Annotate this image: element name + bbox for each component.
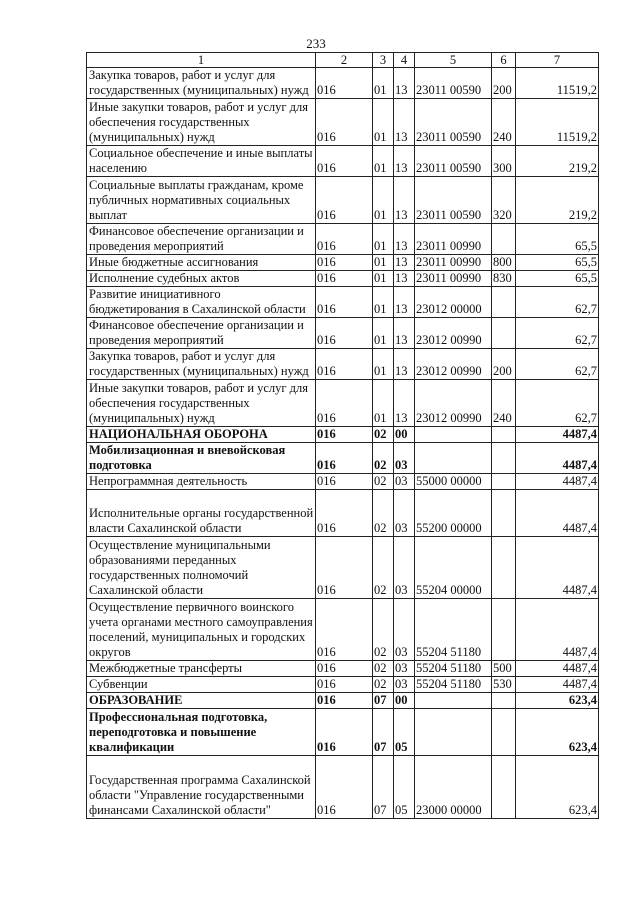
table-row xyxy=(87,474,599,490)
ministry-code: 016 xyxy=(316,709,373,756)
ministry-code: 016 xyxy=(316,537,373,599)
ministry-code: 016 xyxy=(316,443,373,474)
row-name: Субвенции xyxy=(87,677,316,693)
row-name: Осуществление муниципальными образованиями переданных государственных полномочий Сахалинской области xyxy=(87,537,316,599)
section-code: 02 xyxy=(373,474,394,490)
amount: 62,7 xyxy=(516,287,599,318)
amount: 62,7 xyxy=(516,380,599,427)
expense-type-code: 240 xyxy=(492,380,516,427)
table-row xyxy=(87,709,599,756)
section-code: 02 xyxy=(373,599,394,661)
amount: 4487,4 xyxy=(516,599,599,661)
target-article-code: 23011 00590 xyxy=(415,146,492,177)
expense-type-code xyxy=(492,709,516,756)
expense-type-code xyxy=(492,318,516,349)
column-header: 3 xyxy=(373,53,394,68)
budget-table xyxy=(86,52,599,819)
table-row xyxy=(87,693,599,709)
amount: 4487,4 xyxy=(516,427,599,443)
amount: 219,2 xyxy=(516,146,599,177)
row-name: Финансовое обеспечение организации и проведения мероприятий xyxy=(87,224,316,255)
ministry-code: 016 xyxy=(316,756,373,819)
ministry-code: 016 xyxy=(316,380,373,427)
ministry-code: 016 xyxy=(316,318,373,349)
column-header: 2 xyxy=(316,53,373,68)
section-code: 01 xyxy=(373,380,394,427)
subsection-code: 03 xyxy=(394,661,415,677)
amount: 4487,4 xyxy=(516,677,599,693)
ministry-code: 016 xyxy=(316,271,373,287)
row-name: Финансовое обеспечение организации и проведения мероприятий xyxy=(87,318,316,349)
table-row xyxy=(87,99,599,146)
table-body xyxy=(87,53,599,819)
ministry-code: 016 xyxy=(316,490,373,537)
ministry-code: 016 xyxy=(316,146,373,177)
expense-type-code xyxy=(492,443,516,474)
section-code: 01 xyxy=(373,318,394,349)
section-code: 01 xyxy=(373,224,394,255)
amount: 62,7 xyxy=(516,349,599,380)
table-row xyxy=(87,349,599,380)
table-row xyxy=(87,756,599,819)
expense-type-code: 200 xyxy=(492,349,516,380)
table-row xyxy=(87,443,599,474)
table-row xyxy=(87,318,599,349)
row-name: Мобилизационная и вневойсковая подготовка xyxy=(87,443,316,474)
row-name: Иные закупки товаров, работ и услуг для обеспечения государственных (муниципальных) нужд xyxy=(87,99,316,146)
amount: 623,4 xyxy=(516,709,599,756)
section-code: 02 xyxy=(373,537,394,599)
table-row xyxy=(87,661,599,677)
section-code: 07 xyxy=(373,709,394,756)
subsection-code: 00 xyxy=(394,693,415,709)
subsection-code: 03 xyxy=(394,443,415,474)
amount: 62,7 xyxy=(516,318,599,349)
table-row xyxy=(87,146,599,177)
subsection-code: 05 xyxy=(394,756,415,819)
amount: 65,5 xyxy=(516,255,599,271)
expense-type-code: 300 xyxy=(492,146,516,177)
row-name: Социальное обеспечение и иные выплаты населению xyxy=(87,146,316,177)
subsection-code: 03 xyxy=(394,677,415,693)
section-code: 01 xyxy=(373,255,394,271)
ministry-code: 016 xyxy=(316,224,373,255)
expense-type-code xyxy=(492,474,516,490)
amount: 4487,4 xyxy=(516,490,599,537)
target-article-code: 23000 00000 xyxy=(415,756,492,819)
subsection-code: 13 xyxy=(394,146,415,177)
ministry-code: 016 xyxy=(316,255,373,271)
column-header: 4 xyxy=(394,53,415,68)
section-code: 01 xyxy=(373,68,394,99)
section-code: 01 xyxy=(373,271,394,287)
table-row xyxy=(87,490,599,537)
subsection-code: 13 xyxy=(394,99,415,146)
target-article-code: 23011 00590 xyxy=(415,68,492,99)
amount: 65,5 xyxy=(516,271,599,287)
target-article-code xyxy=(415,709,492,756)
target-article-code: 23011 00590 xyxy=(415,99,492,146)
target-article-code: 55000 00000 xyxy=(415,474,492,490)
section-code: 02 xyxy=(373,677,394,693)
row-name: Развитие инициативного бюджетирования в Сахалинской области xyxy=(87,287,316,318)
section-code: 01 xyxy=(373,177,394,224)
subsection-code: 13 xyxy=(394,349,415,380)
column-header: 6 xyxy=(492,53,516,68)
subsection-code: 13 xyxy=(394,177,415,224)
amount: 219,2 xyxy=(516,177,599,224)
column-header: 1 xyxy=(87,53,316,68)
ministry-code: 016 xyxy=(316,68,373,99)
amount: 11519,2 xyxy=(516,68,599,99)
target-article-code: 23011 00990 xyxy=(415,224,492,255)
ministry-code: 016 xyxy=(316,661,373,677)
amount: 4487,4 xyxy=(516,474,599,490)
expense-type-code xyxy=(492,599,516,661)
subsection-code: 03 xyxy=(394,537,415,599)
column-header: 7 xyxy=(516,53,599,68)
table-row xyxy=(87,287,599,318)
subsection-code: 03 xyxy=(394,474,415,490)
section-code: 01 xyxy=(373,146,394,177)
target-article-code: 23011 00990 xyxy=(415,255,492,271)
row-name: НАЦИОНАЛЬНАЯ ОБОРОНА xyxy=(87,427,316,443)
expense-type-code xyxy=(492,693,516,709)
expense-type-code: 240 xyxy=(492,99,516,146)
column-header: 5 xyxy=(415,53,492,68)
row-name: ОБРАЗОВАНИЕ xyxy=(87,693,316,709)
ministry-code: 016 xyxy=(316,177,373,224)
row-name: Непрограммная деятельность xyxy=(87,474,316,490)
section-code: 02 xyxy=(373,661,394,677)
amount: 623,4 xyxy=(516,756,599,819)
ministry-code: 016 xyxy=(316,599,373,661)
ministry-code: 016 xyxy=(316,693,373,709)
section-code: 07 xyxy=(373,756,394,819)
section-code: 02 xyxy=(373,490,394,537)
target-article-code xyxy=(415,443,492,474)
expense-type-code: 200 xyxy=(492,68,516,99)
target-article-code xyxy=(415,427,492,443)
expense-type-code xyxy=(492,756,516,819)
row-name: Иные бюджетные ассигнования xyxy=(87,255,316,271)
target-article-code: 55204 00000 xyxy=(415,537,492,599)
section-code: 01 xyxy=(373,349,394,380)
row-name: Иные закупки товаров, работ и услуг для обеспечения государственных (муниципальных) нужд xyxy=(87,380,316,427)
section-code: 02 xyxy=(373,443,394,474)
row-name: Межбюджетные трансферты xyxy=(87,661,316,677)
ministry-code: 016 xyxy=(316,474,373,490)
row-name: Осуществление первичного воинского учета органами местного самоуправления поселений, муниципальных и городских округов xyxy=(87,599,316,661)
expense-type-code: 530 xyxy=(492,677,516,693)
page-number: 233 xyxy=(306,36,326,51)
subsection-code: 05 xyxy=(394,709,415,756)
expense-type-code xyxy=(492,537,516,599)
target-article-code xyxy=(415,693,492,709)
table-row xyxy=(87,177,599,224)
target-article-code: 55204 51180 xyxy=(415,661,492,677)
expense-type-code: 830 xyxy=(492,271,516,287)
row-name: Исполнение судебных актов xyxy=(87,271,316,287)
subsection-code: 13 xyxy=(394,255,415,271)
subsection-code: 13 xyxy=(394,318,415,349)
ministry-code: 016 xyxy=(316,427,373,443)
amount: 4487,4 xyxy=(516,443,599,474)
table-row xyxy=(87,380,599,427)
subsection-code: 03 xyxy=(394,599,415,661)
expense-type-code xyxy=(492,287,516,318)
expense-type-code: 500 xyxy=(492,661,516,677)
expense-type-code: 800 xyxy=(492,255,516,271)
subsection-code: 13 xyxy=(394,68,415,99)
table-row xyxy=(87,427,599,443)
amount: 65,5 xyxy=(516,224,599,255)
subsection-code: 13 xyxy=(394,271,415,287)
ministry-code: 016 xyxy=(316,677,373,693)
subsection-code: 13 xyxy=(394,380,415,427)
target-article-code: 23012 00000 xyxy=(415,287,492,318)
expense-type-code xyxy=(492,224,516,255)
target-article-code: 23011 00990 xyxy=(415,271,492,287)
expense-type-code xyxy=(492,490,516,537)
table-row xyxy=(87,677,599,693)
row-name: Закупка товаров, работ и услуг для государственных (муниципальных) нужд xyxy=(87,68,316,99)
ministry-code: 016 xyxy=(316,349,373,380)
table-row xyxy=(87,271,599,287)
table-row xyxy=(87,255,599,271)
header-row xyxy=(87,53,599,68)
section-code: 01 xyxy=(373,99,394,146)
row-name: Исполнительные органы государственной власти Сахалинской области xyxy=(87,490,316,537)
subsection-code: 03 xyxy=(394,490,415,537)
target-article-code: 55204 51180 xyxy=(415,677,492,693)
section-code: 02 xyxy=(373,427,394,443)
subsection-code: 13 xyxy=(394,287,415,318)
row-name: Государственная программа Сахалинской области "Управление государственными финансами Сахалинской области" xyxy=(87,756,316,819)
amount: 11519,2 xyxy=(516,99,599,146)
row-name: Закупка товаров, работ и услуг для государственных (муниципальных) нужд xyxy=(87,349,316,380)
row-name: Социальные выплаты гражданам, кроме публичных нормативных социальных выплат xyxy=(87,177,316,224)
section-code: 07 xyxy=(373,693,394,709)
target-article-code: 23012 00990 xyxy=(415,380,492,427)
subsection-code: 00 xyxy=(394,427,415,443)
target-article-code: 55204 51180 xyxy=(415,599,492,661)
row-name: Профессиональная подготовка, переподготовка и повышение квалификации xyxy=(87,709,316,756)
table-row xyxy=(87,537,599,599)
target-article-code: 23012 00990 xyxy=(415,349,492,380)
ministry-code: 016 xyxy=(316,287,373,318)
section-code: 01 xyxy=(373,287,394,318)
subsection-code: 13 xyxy=(394,224,415,255)
target-article-code: 55200 00000 xyxy=(415,490,492,537)
ministry-code: 016 xyxy=(316,99,373,146)
expense-type-code: 320 xyxy=(492,177,516,224)
target-article-code: 23012 00990 xyxy=(415,318,492,349)
table-row xyxy=(87,68,599,99)
table-row xyxy=(87,224,599,255)
expense-type-code xyxy=(492,427,516,443)
target-article-code: 23011 00590 xyxy=(415,177,492,224)
amount: 4487,4 xyxy=(516,661,599,677)
amount: 623,4 xyxy=(516,693,599,709)
table-row xyxy=(87,599,599,661)
amount: 4487,4 xyxy=(516,537,599,599)
